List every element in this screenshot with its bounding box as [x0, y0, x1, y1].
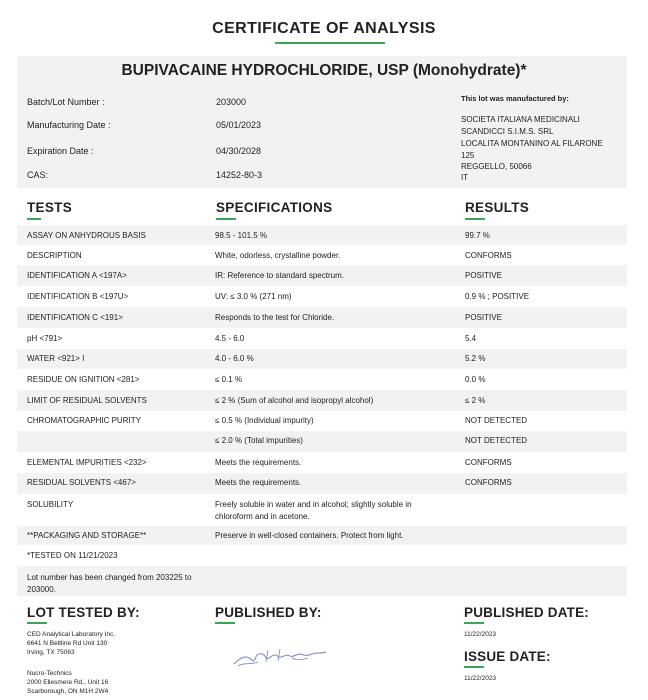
table-row — [17, 265, 627, 286]
test-spec: Freely soluble in water and in alcohol; slightly soluble in chloroform and in acetone. — [215, 500, 412, 521]
table-row — [17, 431, 627, 452]
published-date-underline — [464, 622, 484, 624]
manufacturer-line: 125 — [461, 151, 475, 160]
lab-address-line: 6641 N Beltline Rd Unit 130 — [27, 640, 108, 647]
table-row — [17, 473, 627, 494]
test-result: 5.2 % — [465, 354, 486, 363]
published-by-underline — [215, 622, 235, 624]
product-name: BUPIVACAINE HYDROCHLORIDE, USP (Monohydrate)* — [121, 62, 527, 79]
manufacturer-title: This lot was manufactured by: — [461, 94, 569, 103]
tests-header: TESTS — [27, 200, 73, 215]
lab2-address-line: Scarborough, ON M1H 2W4 — [27, 688, 109, 695]
test-name: WATER <921> I — [27, 354, 85, 363]
test-result: CONFORMS — [465, 251, 512, 260]
table-row — [17, 494, 627, 526]
mfg-date-value: 05/01/2023 — [216, 120, 262, 130]
lot-tested-by-heading: LOT TESTED BY: — [27, 605, 140, 620]
exp-date-value: 04/30/2028 — [216, 146, 262, 156]
test-result: ≤ 2 % — [465, 396, 486, 405]
test-name: SOLUBILITY — [27, 500, 74, 509]
tests-header-underline — [27, 218, 41, 220]
table-row — [17, 411, 627, 431]
test-name: IDENTIFICATION C <191> — [27, 313, 123, 322]
manufacturer-line: SCANDICCI S.I.M.S. SRL — [461, 127, 554, 136]
table-row — [17, 390, 627, 411]
test-result: 99.7 % — [465, 231, 490, 240]
table-row — [17, 286, 627, 307]
lab2-address-line: 2000 Ellesmere Rd., Unit 16 — [27, 679, 109, 686]
test-name: IDENTIFICATION B <197U> — [27, 292, 129, 301]
test-result: 0.9 % ; POSITIVE — [465, 292, 530, 301]
table-row — [17, 526, 627, 545]
lab-address-line: CED Analytical Laboratory Inc. — [27, 631, 116, 638]
test-result: CONFORMS — [465, 458, 512, 467]
issue-date-heading: ISSUE DATE: — [464, 649, 551, 664]
cas-label: CAS: — [27, 170, 49, 180]
test-spec: ≤ 0.1 % — [215, 375, 243, 384]
table-row — [17, 328, 627, 349]
test-result: 5.4 — [465, 334, 477, 343]
test-spec: UV: ≤ 3.0 % (271 nm) — [215, 292, 292, 301]
cas-value: 14252-80-3 — [216, 170, 263, 180]
results-header: RESULTS — [465, 200, 530, 215]
test-spec: 98.5 - 101.5 % — [215, 231, 268, 240]
manufacturer-line: IT — [461, 173, 469, 182]
test-name: ASSAY ON ANHYDROUS BASIS — [27, 231, 146, 240]
specifications-header-underline — [216, 218, 236, 220]
test-spec: White, odorless, crystalline powder. — [215, 251, 341, 260]
published-by-heading: PUBLISHED BY: — [215, 605, 322, 620]
test-name: CHROMATOGRAPHIC PURITY — [27, 416, 141, 425]
test-spec: Responds to the test for Chloride. — [215, 313, 335, 322]
exp-date-label: Expiration Date : — [27, 146, 94, 156]
results-header-underline — [465, 218, 485, 220]
test-name: **PACKAGING AND STORAGE** — [27, 531, 147, 540]
issue-date-underline — [464, 666, 484, 668]
test-spec: 4.0 - 6.0 % — [215, 354, 254, 363]
test-result: POSITIVE — [465, 271, 502, 280]
table-row — [17, 349, 627, 369]
batch-label: Batch/Lot Number : — [27, 97, 105, 107]
lot-tested-by-underline — [27, 622, 47, 624]
test-name: pH <791> — [27, 334, 63, 343]
batch-value: 203000 — [216, 97, 247, 107]
lot-change-note: Lot number has been changed from 203225 to 203000. — [27, 573, 192, 594]
test-result: POSITIVE — [465, 313, 502, 322]
test-name: ELEMENTAL IMPURITIES <232> — [27, 458, 147, 467]
test-spec: ≤ 2.0 % (Total impurities) — [215, 436, 303, 445]
test-name: RESIDUAL SOLVENTS <467> — [27, 478, 136, 487]
table-row — [17, 369, 627, 390]
specifications-header: SPECIFICATIONS — [216, 200, 333, 215]
published-date-value: 11/22/2023 — [464, 631, 497, 638]
table-row — [17, 245, 627, 265]
manufacturer-line: SOCIETA ITALIANA MEDICINALI — [461, 115, 580, 124]
test-spec: Meets the requirements. — [215, 458, 302, 467]
test-spec: Preserve in well-closed containers. Protect from light. — [215, 531, 404, 540]
test-spec: IR: Reference to standard spectrum. — [215, 271, 344, 280]
test-name: LIMIT OF RESIDUAL SOLVENTS — [27, 396, 147, 405]
table-row — [17, 452, 627, 473]
test-spec: ≤ 2 % (Sum of alcohol and isopropyl alcohol) — [215, 396, 374, 405]
test-result: NOT DETECTED — [465, 436, 528, 445]
signature-image — [232, 644, 328, 670]
manufacturer-line: LOCALITA MONTANINO AL FILARONE — [461, 139, 603, 148]
issue-date-value: 11/22/2023 — [464, 675, 497, 682]
table-row — [17, 307, 627, 328]
test-result: CONFORMS — [465, 478, 512, 487]
table-row — [17, 225, 627, 245]
manufacturer-line: REGGELLO, 50066 — [461, 162, 532, 171]
test-name: IDENTIFICATION A <197A> — [27, 271, 127, 280]
test-name: DESCRIPTION — [27, 251, 82, 260]
test-spec: ≤ 0.5 % (Individual impurity) — [215, 416, 314, 425]
mfg-date-label: Manufacturing Date : — [27, 120, 111, 130]
test-result: 0.0 % — [465, 375, 486, 384]
test-name: RESIDUE ON IGNITION <281> — [27, 375, 140, 384]
test-spec: Meets the requirements. — [215, 478, 302, 487]
doc-title: CERTIFICATE OF ANALYSIS — [212, 20, 436, 37]
title-underline — [275, 42, 385, 44]
test-result: NOT DETECTED — [465, 416, 528, 425]
lab-address-line: Irving, TX 75063 — [27, 649, 75, 656]
published-date-heading: PUBLISHED DATE: — [464, 605, 590, 620]
test-spec: 4.5 - 6.0 — [215, 334, 245, 343]
lab2-address-line: Nucro-Technics — [27, 670, 72, 677]
tested-on-note: *TESTED ON 11/21/2023 — [27, 551, 118, 560]
